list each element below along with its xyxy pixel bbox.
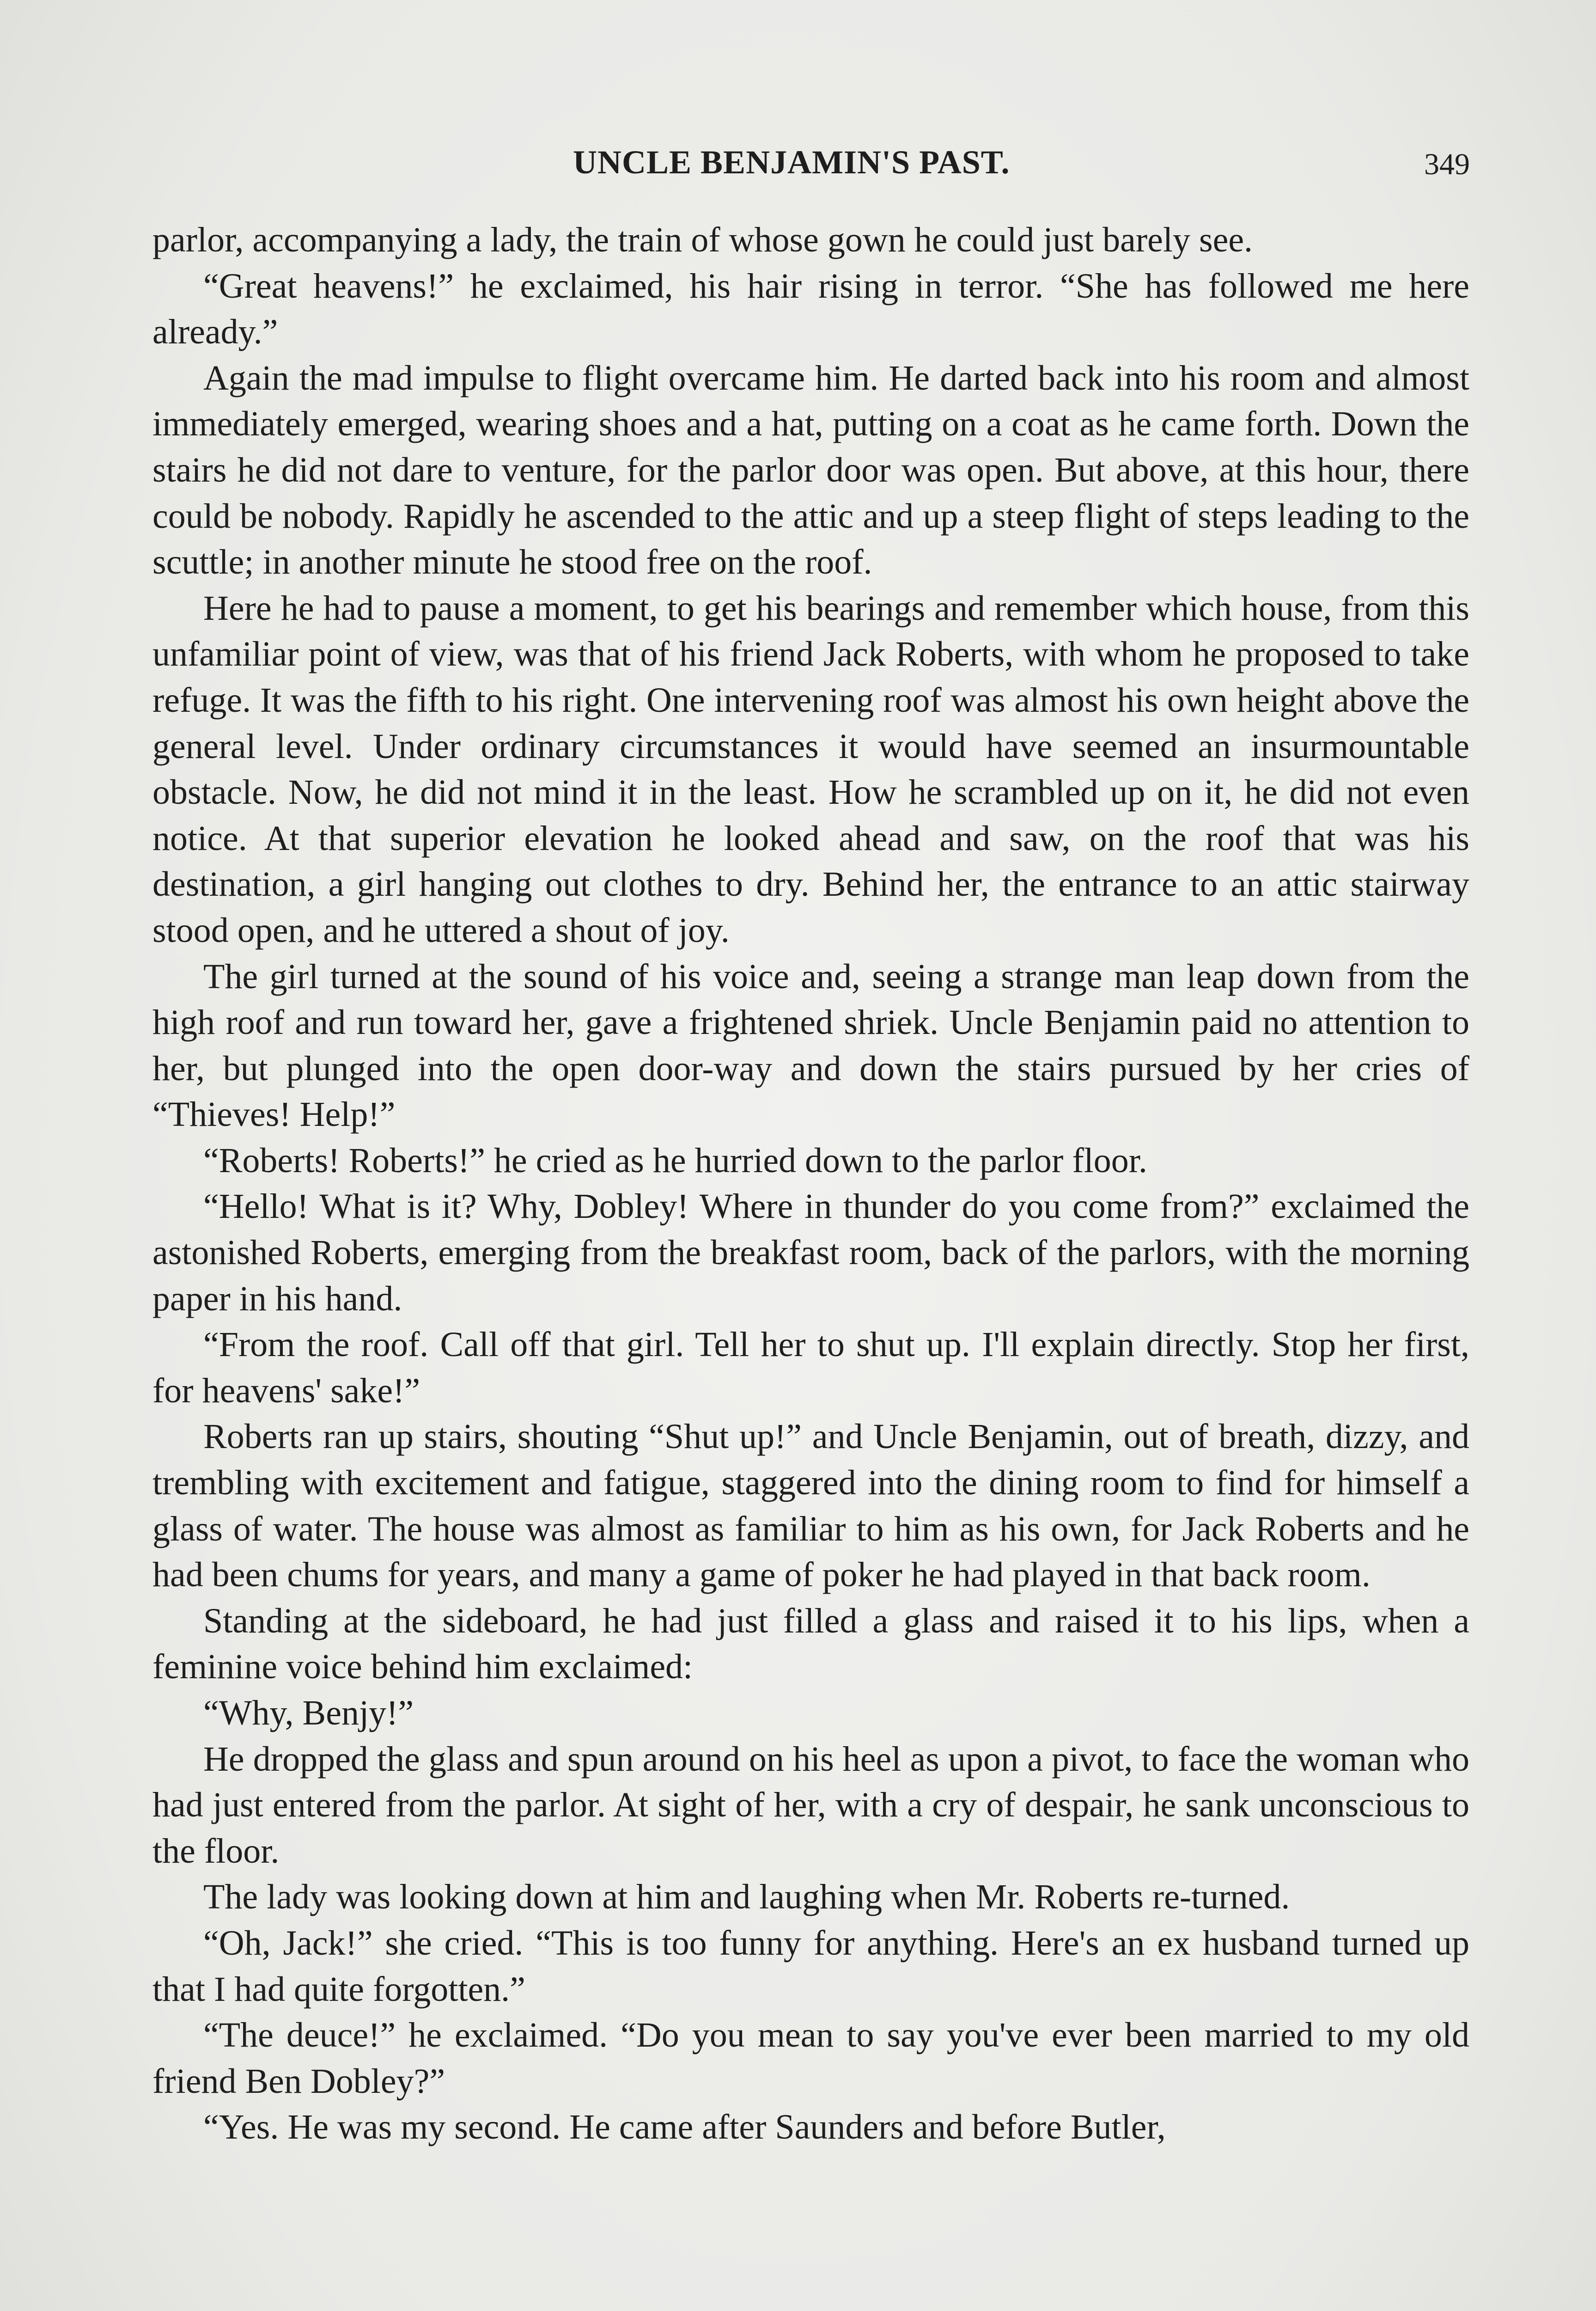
story-text	[152, 217, 1469, 2151]
paragraph: “Yes. He was my second. He came after Saunders and before Butler,	[203, 2108, 1166, 2147]
paragraph: The girl turned at the sound of his voice and, seeing a strange man leap down from the high roof and run toward her, gave a frightened shriek. Uncle Benjamin paid no attention to her, but plunged into the open door-way and down the stairs pursued by her cries of “Thieves! Help!”	[152, 957, 1469, 1134]
paragraph: The lady was looking down at him and laughing when Mr. Roberts re-turned.	[203, 1877, 1290, 1917]
paragraph: “Roberts! Roberts!” he cried as he hurried down to the parlor floor.	[203, 1141, 1147, 1180]
paragraph: Standing at the sideboard, he had just filled a glass and raised it to his lips, when a feminine voice behind him exclaimed:	[152, 1601, 1469, 1687]
paragraph: He dropped the glass and spun around on his heel as upon a pivot, to face the woman who had just entered from the parlor. At sight of her, with a cry of despair, he sank unconscious to the floor.	[152, 1739, 1469, 1871]
paragraph: “Hello! What is it? Why, Dobley! Where in thunder do you come from?” exclaimed the astonished Roberts, emerging from the breakfast room, back of the parlors, with the morning paper in his hand.	[152, 1187, 1469, 1318]
page-header	[0, 143, 1596, 194]
page-number: 349	[1424, 147, 1470, 181]
paragraph: Roberts ran up stairs, shouting “Shut up!” and Uncle Benjamin, out of breath, dizzy, and trembling with excitement and fatigue, staggered into the dining room to find for himself a glass of water. The house was almost as familiar to him as his own, for Jack Roberts and he had been chums for years, and many a game of poker he had played in that back room.	[152, 1417, 1469, 1595]
paragraph: “Oh, Jack!” she cried. “This is too funny for anything. Here's an ex husband turned up that I had quite forgotten.”	[152, 1923, 1469, 2009]
paragraph: Here he had to pause a moment, to get his bearings and remember which house, from this unfamiliar point of view, was that of his friend Jack Roberts, with whom he proposed to take refuge. It was the fifth to his right. One intervening roof was almost his own height above the general level. Under ordinary circumstances it would have seemed an insurmountable obstacle. Now, he did not mind it in the least. How he scrambled up on it, he did not even notice. At that superior elevation he looked ahead and saw, on the roof that was his destination, a girl hanging out clothes to dry. Behind her, the entrance to an attic stairway stood open, and he uttered a shout of joy.	[152, 588, 1469, 950]
paragraph: parlor, accompanying a lady, the train of whose gown he could just barely see.	[152, 220, 1253, 259]
paragraph: “From the roof. Call off that girl. Tell her to shut up. I'll explain directly. Stop her first, for heavens' sake!”	[152, 1325, 1469, 1410]
running-title: UNCLE BENJAMIN'S PAST.	[573, 144, 1010, 181]
paragraph: Again the mad impulse to flight overcame him. He darted back into his room and almost immediately emerged, wearing shoes and a hat, putting on a coat as he came forth. Down the stairs he did not dare to venture, for the parlor door was open. But above, at this hour, there could be nobody. Rapidly he ascended to the attic and up a steep flight of steps leading to the scuttle; in another minute he stood free on the roof.	[152, 358, 1469, 582]
paragraph: “Why, Benjy!”	[203, 1694, 414, 1732]
paragraph: “The deuce!” he exclaimed. “Do you mean to say you've ever been married to my old friend Ben Dobley?”	[152, 2016, 1469, 2101]
paragraph: “Great heavens!” he exclaimed, his hair rising in terror. “She has followed me here already.”	[152, 266, 1469, 352]
